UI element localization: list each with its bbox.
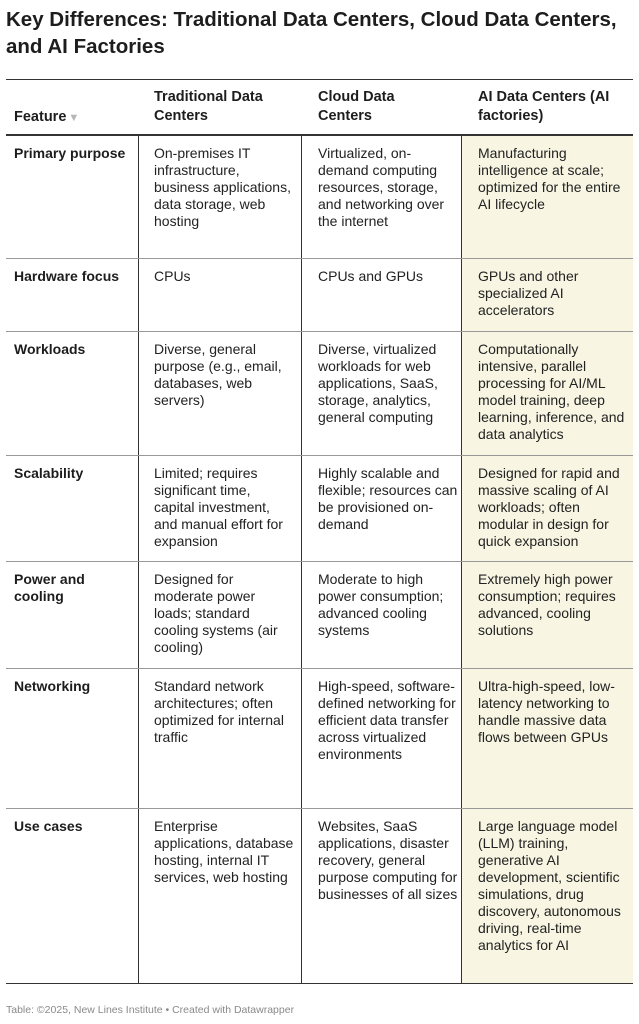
feature-cell: Workloads [14,341,86,357]
table-row [6,809,633,984]
source-footer: Table: ©2025, New Lines Institute • Created with Datawrapper [6,1004,295,1016]
column-header-traditional[interactable]: Traditional Data Centers [154,89,263,124]
ai-cell: Ultra-high-speed, low-latency networking to handle massive data flows between GPUs [478,678,615,745]
page-title: Key Differences: Traditional Data Centers, Cloud Data Centers, and AI Factories [6,8,617,58]
table-header [6,79,633,136]
column-divider [461,669,462,808]
table-row [6,669,633,809]
ai-cell: Computationally intensive, parallel processing for AI/ML model training, deep learning, inference, and data analytics [478,341,625,442]
column-divider [301,136,302,258]
traditional-cell: Standard network architectures; often optimized for internal traffic [154,678,284,745]
feature-cell: Primary purpose [14,145,126,161]
column-divider [461,332,462,455]
column-divider [138,136,139,258]
cloud-cell: High-speed, software-defined networking for efficient data transfer across virtualized environments [318,678,456,762]
column-divider [138,669,139,808]
column-divider [138,456,139,561]
table-row [6,562,633,669]
traditional-cell: Designed for moderate power loads; standard cooling systems (air cooling) [154,571,278,655]
traditional-cell: Enterprise applications, database hosting, internal IT services, web hosting [154,818,294,885]
column-divider [461,456,462,561]
feature-cell: Power and cooling [14,571,85,604]
feature-cell: Scalability [14,465,84,481]
column-divider [461,136,462,258]
feature-cell: Networking [14,678,91,694]
column-divider [461,809,462,983]
traditional-cell: Limited; requires significant time, capital investment, and manual effort for expansion [154,465,283,549]
ai-cell: Designed for rapid and massive scaling of AI workloads; often modular in design for quick expansion [478,465,620,549]
column-header-feature[interactable] [14,108,79,128]
column-divider [301,809,302,983]
cloud-cell: Diverse, virtualized workloads for web applications, SaaS, storage, analytics, general computing [318,341,438,425]
column-divider [138,809,139,983]
cloud-cell: CPUs and GPUs [318,268,424,284]
column-divider [461,259,462,331]
feature-cell: Hardware focus [14,268,120,284]
column-header-ai[interactable]: AI Data Centers (AI factories) [478,89,610,124]
cloud-cell: Moderate to high power consumption; advanced cooling systems [318,571,444,638]
column-divider [138,259,139,331]
column-divider [301,456,302,561]
sort-down-icon[interactable]: ▼ [68,112,80,124]
traditional-cell: CPUs [154,268,191,284]
table-row [6,136,633,259]
column-divider [138,332,139,455]
traditional-cell: On-premises IT infrastructure, business applications, data storage, web hosting [154,145,291,229]
traditional-cell: Diverse, general purpose (e.g., email, databases, web servers) [154,341,282,408]
column-divider [461,562,462,668]
ai-cell: Manufacturing intelligence at scale; optimized for the entire AI lifecycle [478,145,621,212]
column-divider [138,562,139,668]
ai-cell: Extremely high power consumption; requires advanced, cooling solutions [478,571,616,638]
cloud-cell: Websites, SaaS applications, disaster recovery, general purpose computing for businesses of all sizes [318,818,458,902]
column-header-cloud[interactable]: Cloud Data Centers [318,89,395,124]
column-divider [301,332,302,455]
cloud-cell: Virtualized, on-demand computing resources, storage, and networking over the internet [318,145,445,229]
column-header-feature-label: Feature [14,109,67,125]
table-row [6,456,633,562]
ai-cell: GPUs and other specialized AI accelerators [478,268,579,318]
cloud-cell: Highly scalable and flexible; resources can be provisioned on-demand [318,465,458,532]
column-divider [301,669,302,808]
feature-cell: Use cases [14,818,83,834]
column-divider [301,562,302,668]
table-row [6,259,633,332]
table-row [6,332,633,456]
column-divider [301,259,302,331]
ai-cell: Large language model (LLM) training, generative AI development, scientific simulations, drug discovery, autonomous driving, real-time analytics for AI [478,818,621,953]
